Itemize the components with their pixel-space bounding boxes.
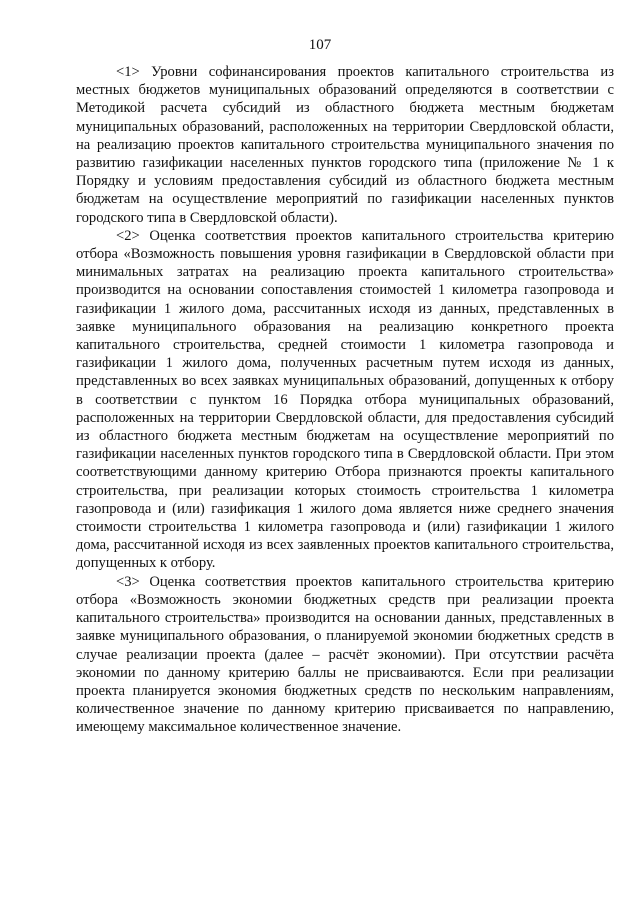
- page-number: 107: [308, 37, 332, 53]
- footnote-3: <3> Оценка соответствия проектов капитального строительства критерию отбора «Возможность экономии бюджетных средств при реализации проекта капитального строительства» производится на основании данных, представленных в заявке муниципального образования, о планируемой экономии бюджетных средств в случае реализации проекта (далее – расчёт экономии). При отсутствии расчёта экономии по данному критерию баллы не присваиваются. Если при реализации проекта планируется экономия бюджетных средств по нескольким направлениям, количественное значение по данному критерию присваивается по направлению, имеющему максимальное количественное значение.: [76, 573, 614, 736]
- footnote-1: <1> Уровни софинансирования проектов капитального строительства из местных бюджетов муниципальных образований определяются в соответствии с Методикой расчета субсидий из областного бюджета местным бюджетам муниципальных образований, расположенных на территории Свердловской области, на реализацию проектов капитального строительства муниципального значения по развитию газификации населенных пунктов городского типа (приложение № 1 к Порядку и условиям предоставления субсидий из областного бюджета местным бюджетам на осуществление мероприятий по газификации населенных пунктов городского типа в Свердловской области).: [76, 64, 614, 226]
- footnote-2: <2> Оценка соответствия проектов капитального строительства критерию отбора «Возможность повышения уровня газификации в Свердловской области при минимальных затратах на реализацию проекта капитального строительства» производится на основании сопоставления стоимостей 1 километра газопровода и газификации 1 жилого дома, рассчитанных исходя из данных, представленных в заявке муниципального образования на реализацию конкретного проекта капитального строительства, средней стоимости 1 километра газопровода и газификации 1 жилого дома, полученных расчетным путем исходя из данных, представленных во всех заявках муниципальных образований, допущенных к отбору в соответствии с пунктом 16 Порядка отбора муниципальных образований, расположенных на территории Свердловской области, для предоставления субсидий из областного бюджета местным бюджетам на осуществление мероприятий по газификации населенных пунктов городского типа в Свердловской области. При этом соответствующими данному критерию Отбора признаются проекты капитального строительства, при реализации которых стоимость строительства 1 километра газопровода и (или) газификация 1 жилого дома является ниже среднего значения стоимости строительства 1 километра газопровода и (или) газификации 1 жилого дома, рассчитанной исходя из всех заявленных проектов капитального строительства, допущенных к отбору.: [76, 227, 614, 572]
- footnotes-body: [76, 63, 614, 737]
